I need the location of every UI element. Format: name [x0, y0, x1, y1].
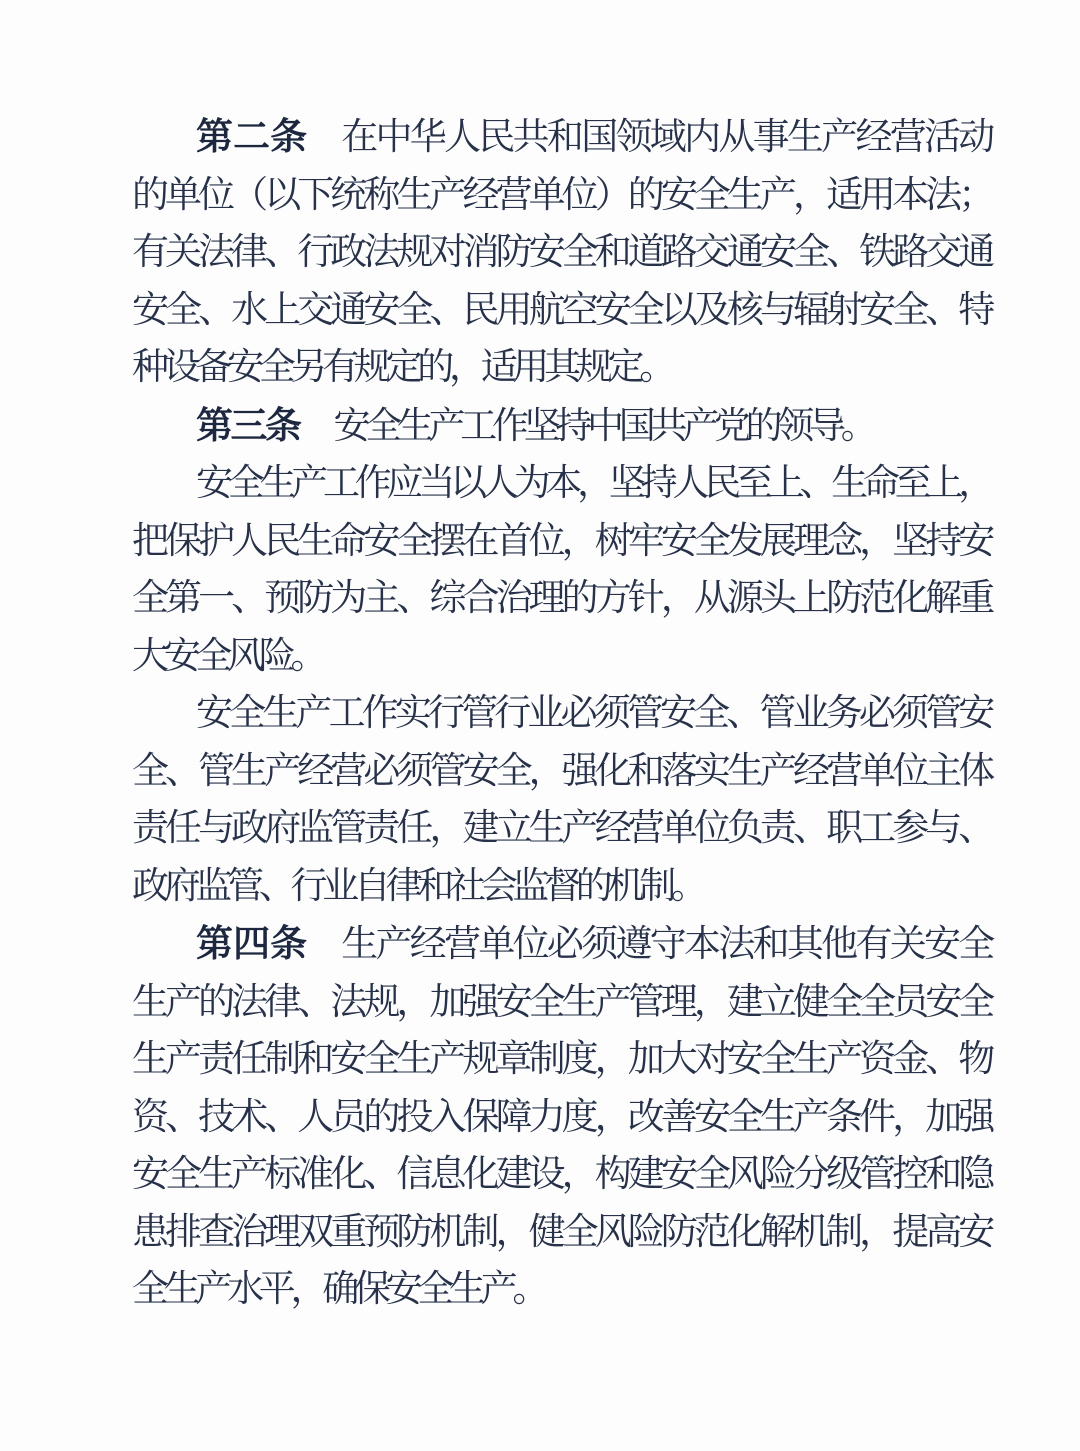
line-text: 全第一、预防为主、综合治理的方针，从源头上防范化解重: [132, 578, 990, 619]
paragraph: [132, 108, 990, 397]
text-line: [132, 974, 990, 1032]
text-line: [132, 224, 990, 282]
text-line: [132, 800, 990, 858]
text-line: [132, 858, 990, 916]
line-text: 生产责任制和安全生产规章制度，加大对安全生产资金、物: [132, 1039, 990, 1080]
line-text: 生产经营单位必须遵守本法和其他有关安全: [341, 924, 990, 965]
paragraph: [132, 455, 990, 685]
text-line: [132, 685, 990, 743]
text-line: [132, 513, 990, 571]
article-number-label: 第三条: [196, 404, 300, 446]
line-text: 安全生产标准化、信息化建设，构建安全风险分级管控和隐: [132, 1154, 990, 1195]
text-line: [132, 339, 990, 397]
line-text: 大安全风险。: [132, 635, 323, 677]
line-text: 患排查治理双重预防机制，健全风险防范化解机制，提高安: [132, 1211, 990, 1253]
line-text: 全生产水平，确保安全生产。: [132, 1269, 545, 1310]
line-text: 种设备安全另有规定的，适用其规定。: [132, 347, 671, 388]
paragraph: [132, 397, 990, 456]
line-text: 在中华人民共和国领域内从事生产经营活动: [341, 117, 990, 158]
line-text: 安全生产工作实行管行业必须管安全、管业务必须管安: [196, 693, 990, 734]
text-line: [132, 1089, 990, 1147]
line-text: 的单位（以下统称生产经营单位）的安全生产，适用本法；: [132, 174, 990, 216]
paragraph: [132, 915, 990, 1319]
article-number-label: 第四条: [196, 923, 308, 964]
text-line: [132, 108, 990, 167]
text-line: [132, 1204, 990, 1262]
text-line: [132, 570, 990, 628]
paragraph: [132, 685, 990, 915]
text-line: [132, 743, 990, 801]
line-text: 全、管生产经营必须管安全，强化和落实生产经营单位主体: [132, 750, 990, 792]
line-text: 安全生产工作应当以人为本，坚持人民至上、生命至上，: [196, 463, 990, 504]
text-line: [132, 1146, 990, 1204]
line-text: 政府监管、行业自律和社会监督的机制。: [132, 865, 703, 907]
text-line: [132, 397, 990, 456]
text-line: [132, 915, 990, 974]
line-text: 有关法律、行政法规对消防安全和道路交通安全、铁路交通: [132, 232, 990, 273]
law-text: [132, 108, 990, 1319]
line-text: 责任与政府监管责任，建立生产经营单位负责、职工参与、: [132, 808, 990, 849]
text-line: [132, 455, 990, 513]
text-line: [132, 628, 990, 686]
line-text: 把保护人民生命安全摆在首位，树牢安全发展理念，坚持安: [132, 520, 990, 562]
line-text: 安全生产工作坚持中国共产党的领导。: [333, 405, 873, 447]
line-text: 生产的法律、法规，加强安全生产管理，建立健全全员安全: [132, 981, 990, 1023]
text-line: [132, 1261, 990, 1319]
line-text: 资、技术、人员的投入保障力度，改善安全生产条件，加强: [132, 1096, 990, 1138]
text-line: [132, 167, 990, 225]
line-text: 安全、水上交通安全、民用航空安全以及核与辐射安全、特: [132, 289, 990, 331]
article-number-label: 第二条: [196, 116, 308, 157]
text-line: [132, 282, 990, 340]
text-line: [132, 1031, 990, 1089]
